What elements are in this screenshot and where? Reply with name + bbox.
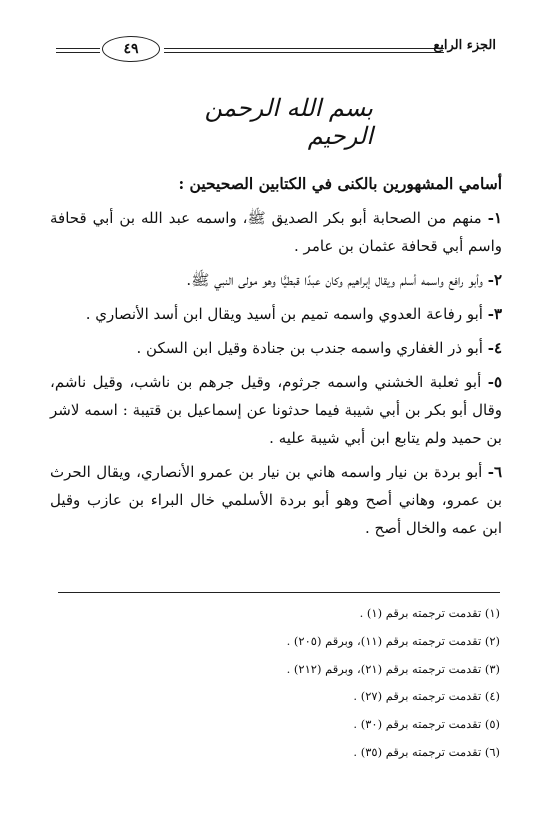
basmala-calligraphy: بسم الله الرحمن الرحيم: [204, 94, 373, 150]
paragraph-6: [50, 458, 502, 542]
header-rule-right: [164, 48, 444, 53]
footnote: (٢) تقدمت ترجمته برقم (١١)، وبرقم (٢٠٥) .: [286, 633, 500, 648]
footnote: (٥) تقدمت ترجمته برقم (٣٠) .: [353, 717, 500, 732]
item-number: ٥-: [487, 373, 502, 391]
paragraph-5: [50, 368, 502, 452]
main-text: [50, 170, 502, 548]
item-number: ٤-: [487, 339, 502, 357]
paragraph-2: [50, 266, 502, 294]
header-rule-left: [56, 48, 100, 53]
item-number: ١-: [487, 209, 502, 227]
paragraph-4: [50, 334, 502, 362]
paragraph-text: أبو رفاعة العدوي واسمه تميم بن أسيد ويقال ابن أسد الأنصاري .: [85, 305, 488, 323]
page-header: [56, 36, 496, 66]
paragraph-1: [50, 204, 502, 260]
section-heading: أسامي المشهورين بالكنى في الكتابين الصحيحين :: [178, 174, 502, 193]
footnote: (٤) تقدمت ترجمته برقم (٢٧) .: [353, 689, 500, 704]
footnotes: [60, 600, 500, 767]
footnote: (١) تقدمت ترجمته برقم (١) .: [359, 606, 500, 620]
paragraph-text: أبو ثعلبة الخشني واسمه جرثوم، وقيل جرهم بن ناشب، وقيل ناشم، وقال أبو بكر بن أبي شيبة فيما حدثونا عن إسماعيل بن قتيبة : اسمه لاشر بن حميد ولم يتابع ابن أبي شيبة عليه .: [50, 373, 502, 447]
footnote: (٦) تقدمت ترجمته برقم (٣٥) .: [353, 744, 500, 759]
item-number: ٢-: [487, 271, 502, 289]
footnote: (٣) تقدمت ترجمته برقم (٢١)، وبرقم (٢١٢) .: [286, 661, 500, 676]
running-title: الجزء الرابع: [433, 38, 496, 53]
paragraph-3: [50, 300, 502, 328]
paragraph-text: منهم من الصحابة أبو بكر الصديق ﷺ، واسمه عبد الله بن أبي قحافة واسم أبي قحافة عثمان بن عامر .: [50, 209, 502, 255]
paragraph-text: أبو ذر الغفاري واسمه جندب بن جنادة وقيل ابن السكن .: [136, 339, 488, 357]
paragraph-text: أبو بردة بن نيار واسمه هاني بن نيار بن عمرو الأنصاري، ويقال الحرث بن عمرو، وهاني أصح وهو أبو بردة الأسلمي خال البراء بن عازب وقيل ابن عمه والخال أصح .: [50, 463, 502, 537]
paragraph-text: وأبو رافع واسمه أسلم ويقال إبراهيم وكان عبدًا قبطيًّا وهو مولى النبي ﷺ.: [186, 271, 488, 289]
footnote-divider: [58, 592, 500, 593]
page-number: ٤٩: [102, 36, 160, 62]
item-number: ٦-: [487, 463, 502, 481]
item-number: ٣-: [487, 305, 502, 323]
